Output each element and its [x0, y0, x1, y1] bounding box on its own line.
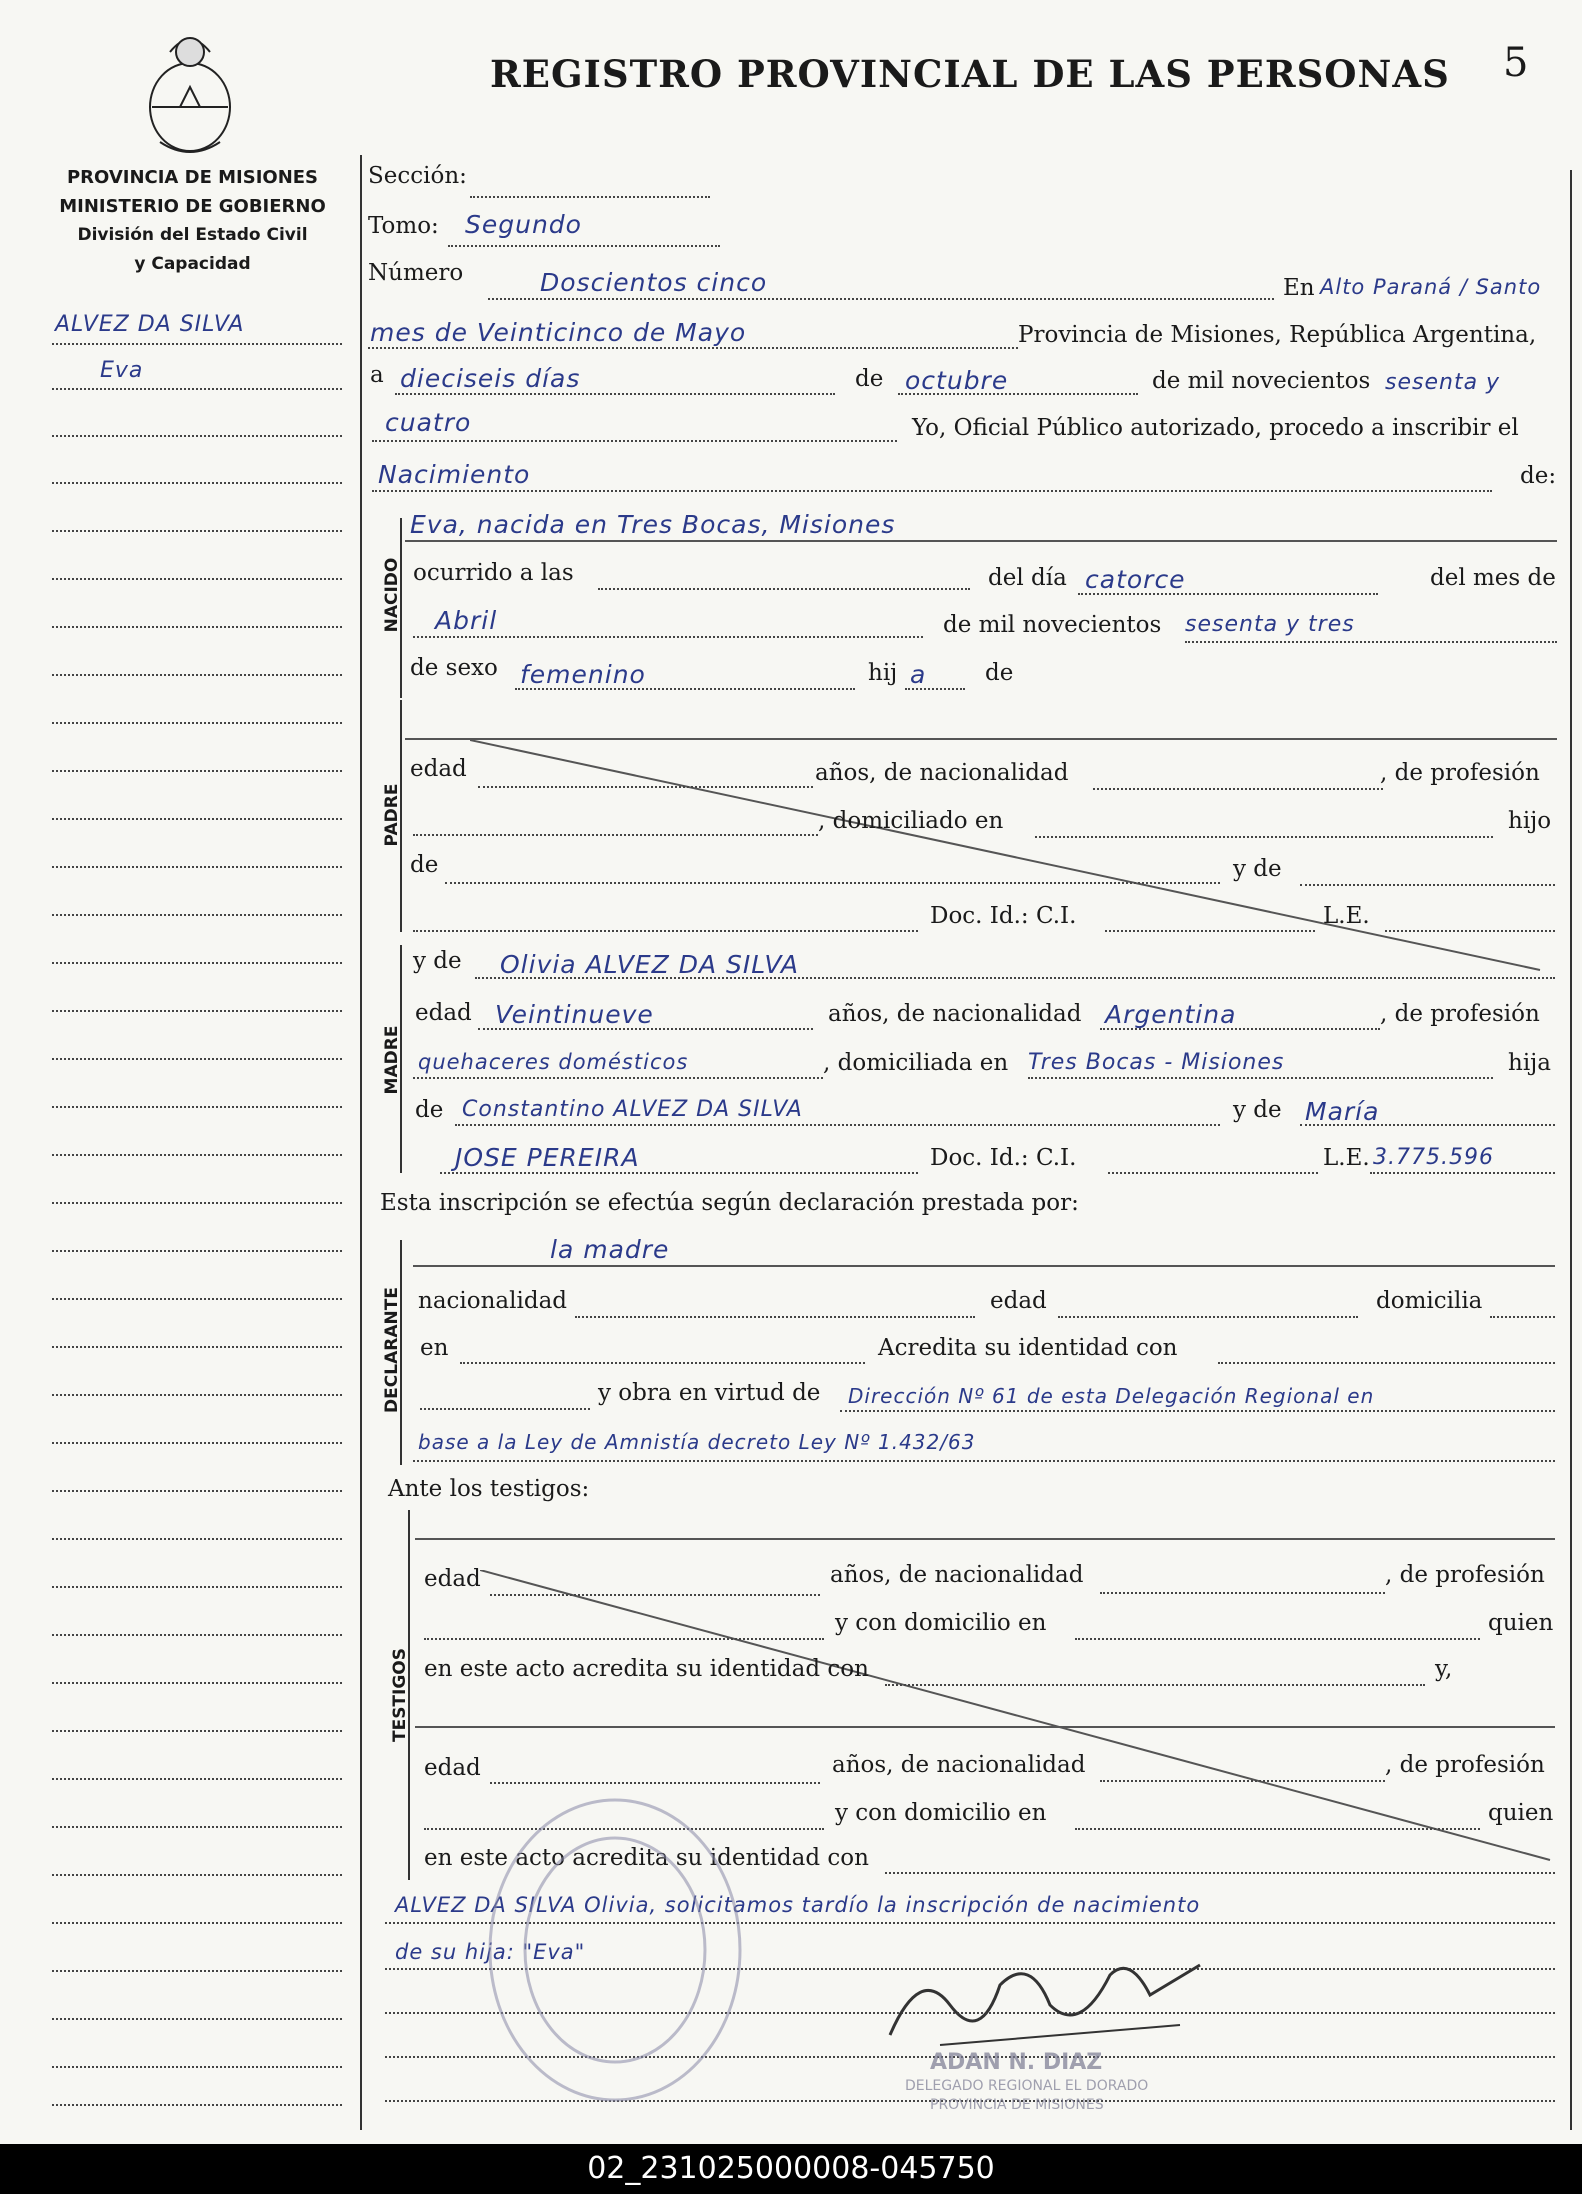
madre-padre-value: Constantino ALVEZ DA SILVA	[462, 1097, 803, 1122]
testigo1-anios-label: años, de nacionalidad	[830, 1562, 1084, 1588]
madre-y-de-label: y de	[413, 948, 462, 974]
testigos-intro: Ante los testigos:	[388, 1476, 590, 1502]
stamp-line: DELEGADO REGIONAL EL DORADO	[905, 2078, 1149, 2094]
declarante-en-label: en	[420, 1335, 449, 1361]
anio-value: sesenta y tres	[1185, 612, 1355, 637]
obra-prefix-field	[420, 1408, 590, 1410]
mes-value: Abril	[435, 606, 498, 635]
en-value: Alto Paraná / Santo	[1320, 275, 1542, 299]
padre-profesion-label: , de profesión	[1380, 760, 1540, 786]
madre-le-label: L.E.	[1323, 1145, 1370, 1171]
padre-domicilio-field	[1035, 836, 1493, 838]
madre-name-field	[475, 977, 1555, 979]
testigo2-edad-field	[490, 1782, 820, 1784]
madre-madre-field	[1300, 1124, 1555, 1126]
margin-given-name: Eva	[100, 358, 144, 383]
acredita-label: Acredita su identidad con	[878, 1335, 1178, 1361]
padre-hijo-label: hijo	[1508, 808, 1552, 834]
testigo2-quien-label: quien	[1488, 1800, 1554, 1826]
day-value: dieciseis días	[400, 364, 581, 393]
madre-section-label: MADRE	[382, 1025, 402, 1095]
madre-de-label: de	[415, 1097, 444, 1123]
a-label: a	[370, 362, 384, 388]
madre-nacionalidad-value: Argentina	[1105, 1000, 1237, 1029]
hijo-suffix: a	[910, 660, 927, 689]
testigo1-name-field	[415, 1538, 1555, 1540]
month-field	[898, 393, 1138, 395]
domiciliada-label: , domiciliada en	[823, 1050, 1009, 1076]
testigo1-quien-label: quien	[1488, 1610, 1554, 1636]
year-value-2: cuatro	[385, 408, 472, 437]
madre-edad-label: edad	[415, 1000, 472, 1026]
nacionalidad-label: nacionalidad	[418, 1288, 568, 1314]
dia-field	[1078, 593, 1378, 595]
sexo-field	[515, 688, 855, 690]
month-value: octubre	[905, 366, 1009, 395]
office-line: y Capacidad	[134, 254, 251, 274]
right-border	[1570, 170, 1572, 2130]
seccion-field	[470, 196, 710, 198]
office-line: MINISTERIO DE GOBIERNO	[59, 196, 326, 217]
madre-domicilio-field	[1028, 1077, 1493, 1079]
testigo2-acredita-field	[885, 1872, 1555, 1874]
acta-field	[372, 490, 1492, 492]
place-value: mes de Veinticinco de Mayo	[370, 318, 747, 347]
tomo-value: Segundo	[465, 210, 582, 239]
margin-line	[52, 343, 342, 345]
del-mes-label: del mes de	[1430, 565, 1556, 591]
scan-file-id: 02_231025000008-045750	[0, 2144, 1582, 2194]
padre-line-field	[413, 930, 918, 932]
madre-profesion-value: quehaceres domésticos	[418, 1050, 689, 1074]
official-signature	[880, 1945, 1220, 2055]
testigo2-profesion-label: , de profesión	[1385, 1752, 1545, 1778]
mes-field	[413, 636, 923, 638]
office-line: PROVINCIA DE MISIONES	[66, 167, 319, 188]
de-label: de	[855, 366, 884, 392]
numero-value: Doscientos cinco	[540, 268, 768, 297]
nacido-de-label: de	[985, 660, 1014, 686]
del-dia-label: del día	[988, 565, 1067, 591]
testigo1-edad-field	[490, 1594, 820, 1596]
numero-label: Número	[368, 260, 464, 286]
madre-anios-label: años, de nacionalidad	[828, 1001, 1082, 1027]
acredita-field	[1218, 1362, 1555, 1364]
declarante-name-field	[413, 1265, 1555, 1267]
testigo1-y-label: y,	[1435, 1656, 1453, 1682]
margin-line	[52, 388, 342, 390]
madre-edad-value: Veintinueve	[495, 1000, 654, 1029]
testigo1-profesion-label: , de profesión	[1385, 1562, 1545, 1588]
ocurrido-label: ocurrido a las	[413, 560, 574, 586]
padre-de-label: de	[410, 852, 439, 878]
obra-field	[840, 1410, 1555, 1412]
oficial-text: Yo, Oficial Público autorizado, procedo a inscribir el	[912, 415, 1519, 441]
hijo-field	[905, 688, 965, 690]
madre-name-value: Olivia ALVEZ DA SILVA	[500, 950, 799, 979]
padre-y-de-label: y de	[1233, 856, 1282, 882]
declarante-section-label: DECLARANTE	[382, 1287, 402, 1413]
sexo-value: femenino	[520, 660, 646, 689]
declarante-nacionalidad-field	[575, 1316, 975, 1318]
padre-ci-field	[1105, 930, 1315, 932]
madre-madre-value: María	[1305, 1097, 1380, 1126]
margin-surname: ALVEZ DA SILVA	[55, 312, 245, 337]
padre-de-field	[445, 882, 1220, 884]
madre-le-field	[1370, 1172, 1555, 1174]
madre-domicilio-value: Tres Bocas - Misiones	[1028, 1050, 1285, 1075]
madre-ci-field	[1108, 1172, 1318, 1174]
padre-le-label: L.E.	[1323, 903, 1370, 929]
madre-nacionalidad-field	[1100, 1028, 1380, 1030]
padre-profesion-field	[413, 834, 818, 836]
de-colon: de:	[1520, 463, 1557, 489]
stamp-name: ADAN N. DIAZ	[930, 2050, 1103, 2075]
declarante-name-value: la madre	[550, 1235, 670, 1264]
testigo1-acredita-label: en este acto acredita su identidad con	[424, 1656, 869, 1682]
madre-edad-field	[478, 1028, 813, 1030]
issuing-office	[40, 163, 345, 279]
tomo-label: Tomo:	[368, 213, 439, 239]
testigo2-nacionalidad-field	[1100, 1780, 1385, 1782]
domiciliado-label: , domiciliado en	[818, 808, 1004, 834]
testigo2-anios-label: años, de nacionalidad	[832, 1752, 1086, 1778]
madre-profesion-field	[413, 1077, 823, 1079]
national-coat-of-arms-icon	[140, 22, 240, 157]
testigo1-acredita-field	[885, 1684, 1425, 1686]
year-text: de mil novecientos	[1152, 368, 1371, 394]
seccion-label: Sección:	[368, 163, 467, 189]
padre-doc-label: Doc. Id.: C.I.	[930, 903, 1077, 929]
padre-anios-label: años, de nacionalidad	[815, 760, 1069, 786]
testigo1-domicilio-label: y con domicilio en	[835, 1610, 1047, 1636]
padre-edad-label: edad	[410, 756, 467, 782]
padre-le-field	[1385, 930, 1555, 932]
madre-doc-label: Doc. Id.: C.I.	[930, 1145, 1077, 1171]
madre-le-value: 3.775.596	[1373, 1145, 1494, 1170]
madre-profesion-label: , de profesión	[1380, 1001, 1540, 1027]
madre-y-de2-label: y de	[1233, 1097, 1282, 1123]
year-value: sesenta y	[1385, 370, 1501, 395]
padre-edad-field	[478, 786, 813, 788]
place-field	[368, 347, 1018, 349]
obra-label: y obra en virtud de	[598, 1380, 821, 1406]
anio-field	[1185, 641, 1557, 643]
declaracion-intro: Esta inscripción se efectúa según declaración prestada por:	[380, 1190, 1079, 1216]
day-field	[395, 393, 835, 395]
obra-value: Dirección Nº 61 de esta Delegación Regional en	[848, 1384, 1375, 1408]
page-number: 5	[1503, 40, 1529, 86]
obra-value-2: base a la Ley de Amnistía decreto Ley Nº 1.432/63	[418, 1430, 976, 1454]
madre-padre-field	[455, 1124, 1220, 1126]
sexo-label: de sexo	[410, 655, 498, 681]
testigo2-domicilio-field	[1075, 1828, 1480, 1830]
testigo2-edad-label: edad	[424, 1755, 481, 1781]
ocurrido-field	[598, 588, 970, 590]
numero-field	[488, 298, 1274, 300]
testigos-section-label: TESTIGOS	[390, 1647, 410, 1743]
nacido-name-value: Eva, nacida en Tres Bocas, Misiones	[410, 510, 896, 539]
declarante-edad-label: edad	[990, 1288, 1047, 1314]
testigo2-domicilio-label: y con domicilio en	[835, 1800, 1047, 1826]
testigo1-domicilio-field	[1075, 1638, 1480, 1640]
domicilia-field	[1490, 1316, 1555, 1318]
provincia-text: Provincia de Misiones, República Argentina,	[1018, 322, 1537, 348]
note-line-1: ALVEZ DA SILVA Olivia, solicitamos tardío la inscripción de nacimiento	[395, 1893, 1201, 1917]
anio-label: de mil novecientos	[943, 612, 1162, 638]
declarante-en-field	[460, 1362, 865, 1364]
en-label: En	[1283, 275, 1315, 301]
year-field	[372, 440, 897, 442]
hijo-label: hij	[868, 660, 898, 686]
note-line-2: de su hija: "Eva"	[395, 1940, 586, 1964]
acta-value: Nacimiento	[378, 460, 531, 489]
madre-madre-field-2	[440, 1172, 918, 1174]
testigo1-edad-label: edad	[424, 1566, 481, 1592]
testigo1-profesion-field	[424, 1638, 824, 1640]
domicilia-label: domicilia	[1376, 1288, 1483, 1314]
padre-nacionalidad-field	[1093, 788, 1383, 790]
padre-section-label: PADRE	[382, 783, 402, 847]
column-divider	[360, 155, 362, 2130]
nacido-name-field	[405, 540, 1557, 542]
madre-hija-label: hija	[1508, 1050, 1552, 1076]
official-seal-stamp	[480, 1790, 750, 2110]
document-title: REGISTRO PROVINCIAL DE LAS PERSONAS	[490, 52, 1450, 96]
obra-field-2	[413, 1460, 1555, 1462]
padre-y-de-field	[1300, 884, 1555, 886]
testigo2-name-field	[415, 1726, 1555, 1728]
nacido-section-label: NACIDO	[382, 557, 402, 633]
dia-value: catorce	[1085, 565, 1186, 594]
testigo1-nacionalidad-field	[1100, 1592, 1385, 1594]
testigo2-acredita-label: en este acto acredita su identidad con	[424, 1845, 869, 1871]
tomo-field	[448, 245, 720, 247]
madre-madre-value-2: JOSE PEREIRA	[455, 1143, 640, 1172]
declarante-edad-field	[1058, 1316, 1358, 1318]
stamp-line-2: PROVINCIA DE MISIONES	[930, 2097, 1104, 2113]
office-line: División del Estado Civil	[77, 225, 308, 245]
